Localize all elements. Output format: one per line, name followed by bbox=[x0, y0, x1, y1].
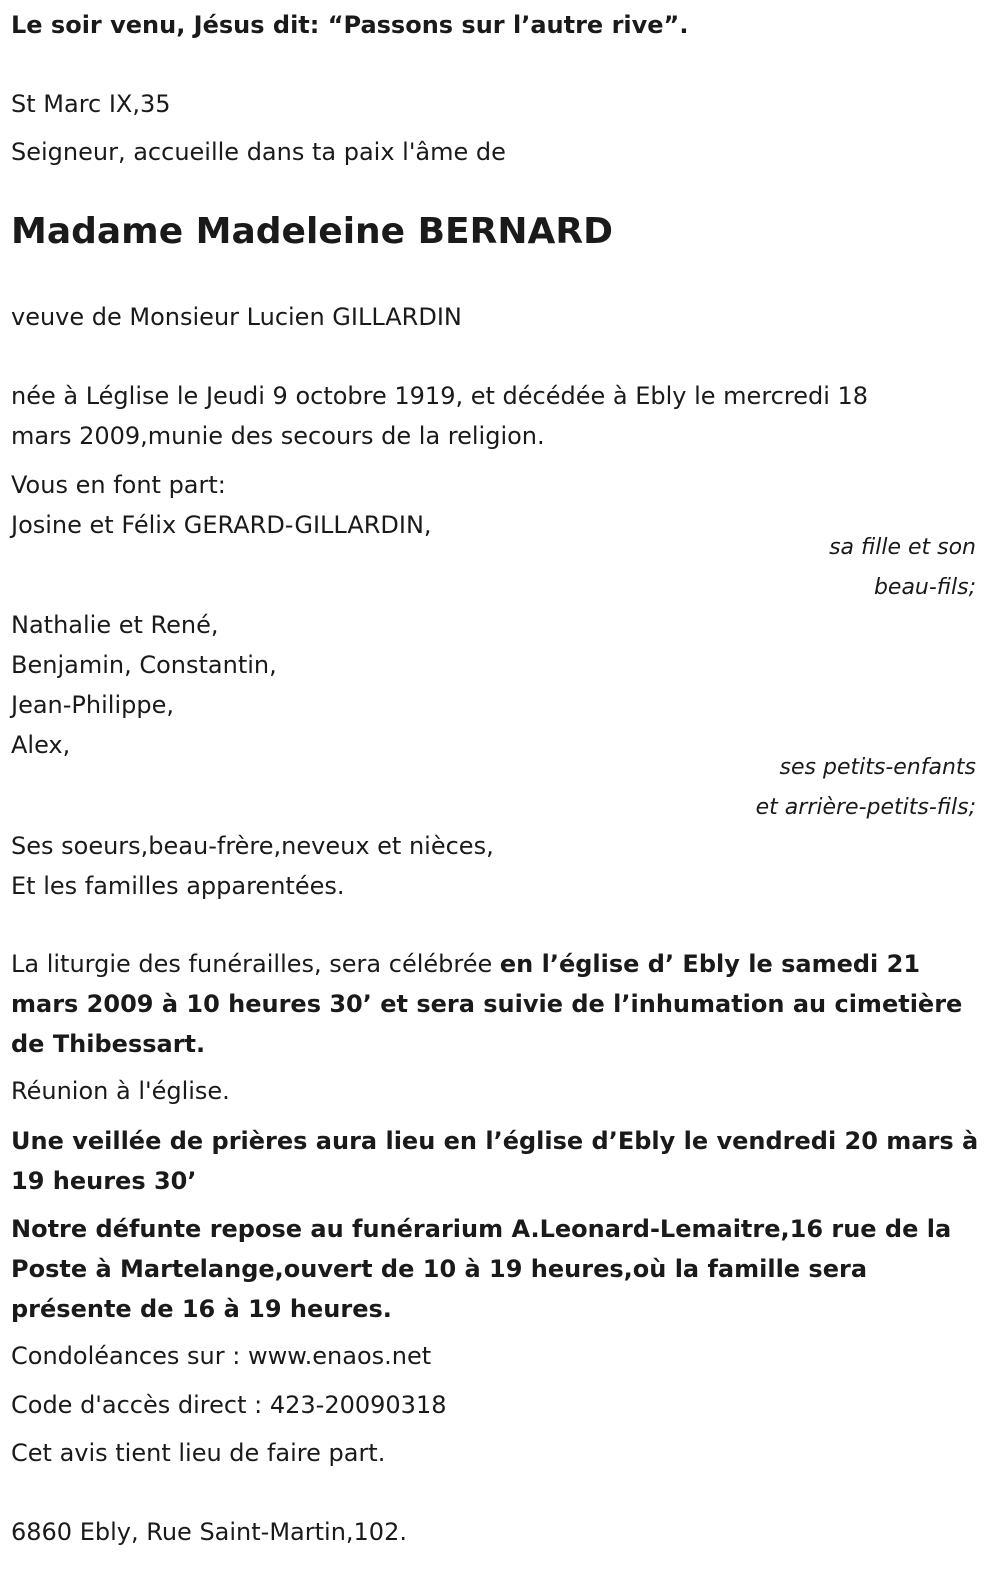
funerarium-paragraph: Notre défunte repose au funérarium A.Leonard-Lemaitre,16 rue de la Poste à Martelange,ouvert de 10 à 19 heures,où la famille sera présente de 16 à 19 heures. bbox=[11, 1215, 952, 1323]
address-line: 6860 Ebly, Rue Saint-Martin,102. bbox=[11, 1518, 407, 1546]
announce-line: Vous en font part: bbox=[11, 471, 226, 499]
family-daughter-relation-1: sa fille et son bbox=[829, 535, 976, 560]
family-daughter-relation-2: beau-fils; bbox=[873, 575, 976, 600]
gospel-quote: Le soir venu, Jésus dit: “Passons sur l’autre rive”. bbox=[11, 11, 689, 39]
grandchildren-name-2: Benjamin, Constantin, bbox=[11, 651, 277, 679]
deceased-name: Madame Madeleine BERNARD bbox=[11, 211, 613, 252]
vigil-paragraph: Une veillée de prières aura lieu en l’église d’Ebly le vendredi 20 mars à 19 heures 30’ bbox=[11, 1127, 979, 1195]
family-daughter-names: Josine et Félix GERARD-GILLARDIN, bbox=[11, 511, 432, 539]
condolences-line: Condoléances sur : www.enaos.net bbox=[11, 1342, 432, 1370]
liturgy-details: en l’église d’ Ebly le samedi 21 mars 2009 à 10 heures 30’ et sera suivie de l’inhumation au cimetière de Thibessart. bbox=[11, 950, 963, 1058]
access-code-line: Code d'accès direct : 423-20090318 bbox=[11, 1391, 447, 1419]
widow-of-line: veuve de Monsieur Lucien GILLARDIN bbox=[11, 303, 462, 331]
grandchildren-relation-1: ses petits-enfants bbox=[779, 755, 976, 780]
grandchildren-relation-2: et arrière-petits-fils; bbox=[755, 795, 976, 820]
others-line-1: Ses soeurs,beau-frère,neveux et nièces, bbox=[11, 832, 494, 860]
liturgy-paragraph bbox=[11, 944, 981, 1064]
birth-death-line-1: née à Léglise le Jeudi 9 octobre 1919, et décédée à Ebly le mercredi 18 bbox=[11, 382, 869, 410]
grandchildren-name-3: Jean-Philippe, bbox=[11, 691, 174, 719]
birth-death-line-2: mars 2009,munie des secours de la religion. bbox=[11, 422, 545, 450]
grandchildren-name-1: Nathalie et René, bbox=[11, 611, 219, 639]
liturgy-intro: La liturgie des funérailles, sera célébrée bbox=[11, 950, 500, 978]
notice-line: Cet avis tient lieu de faire part. bbox=[11, 1439, 386, 1467]
verse-reference: St Marc IX,35 bbox=[11, 90, 171, 118]
prayer-line: Seigneur, accueille dans ta paix l'âme de bbox=[11, 138, 506, 166]
others-line-2: Et les familles apparentées. bbox=[11, 872, 345, 900]
reunion-line: Réunion à l'église. bbox=[11, 1077, 230, 1105]
grandchildren-name-4: Alex, bbox=[11, 731, 71, 759]
